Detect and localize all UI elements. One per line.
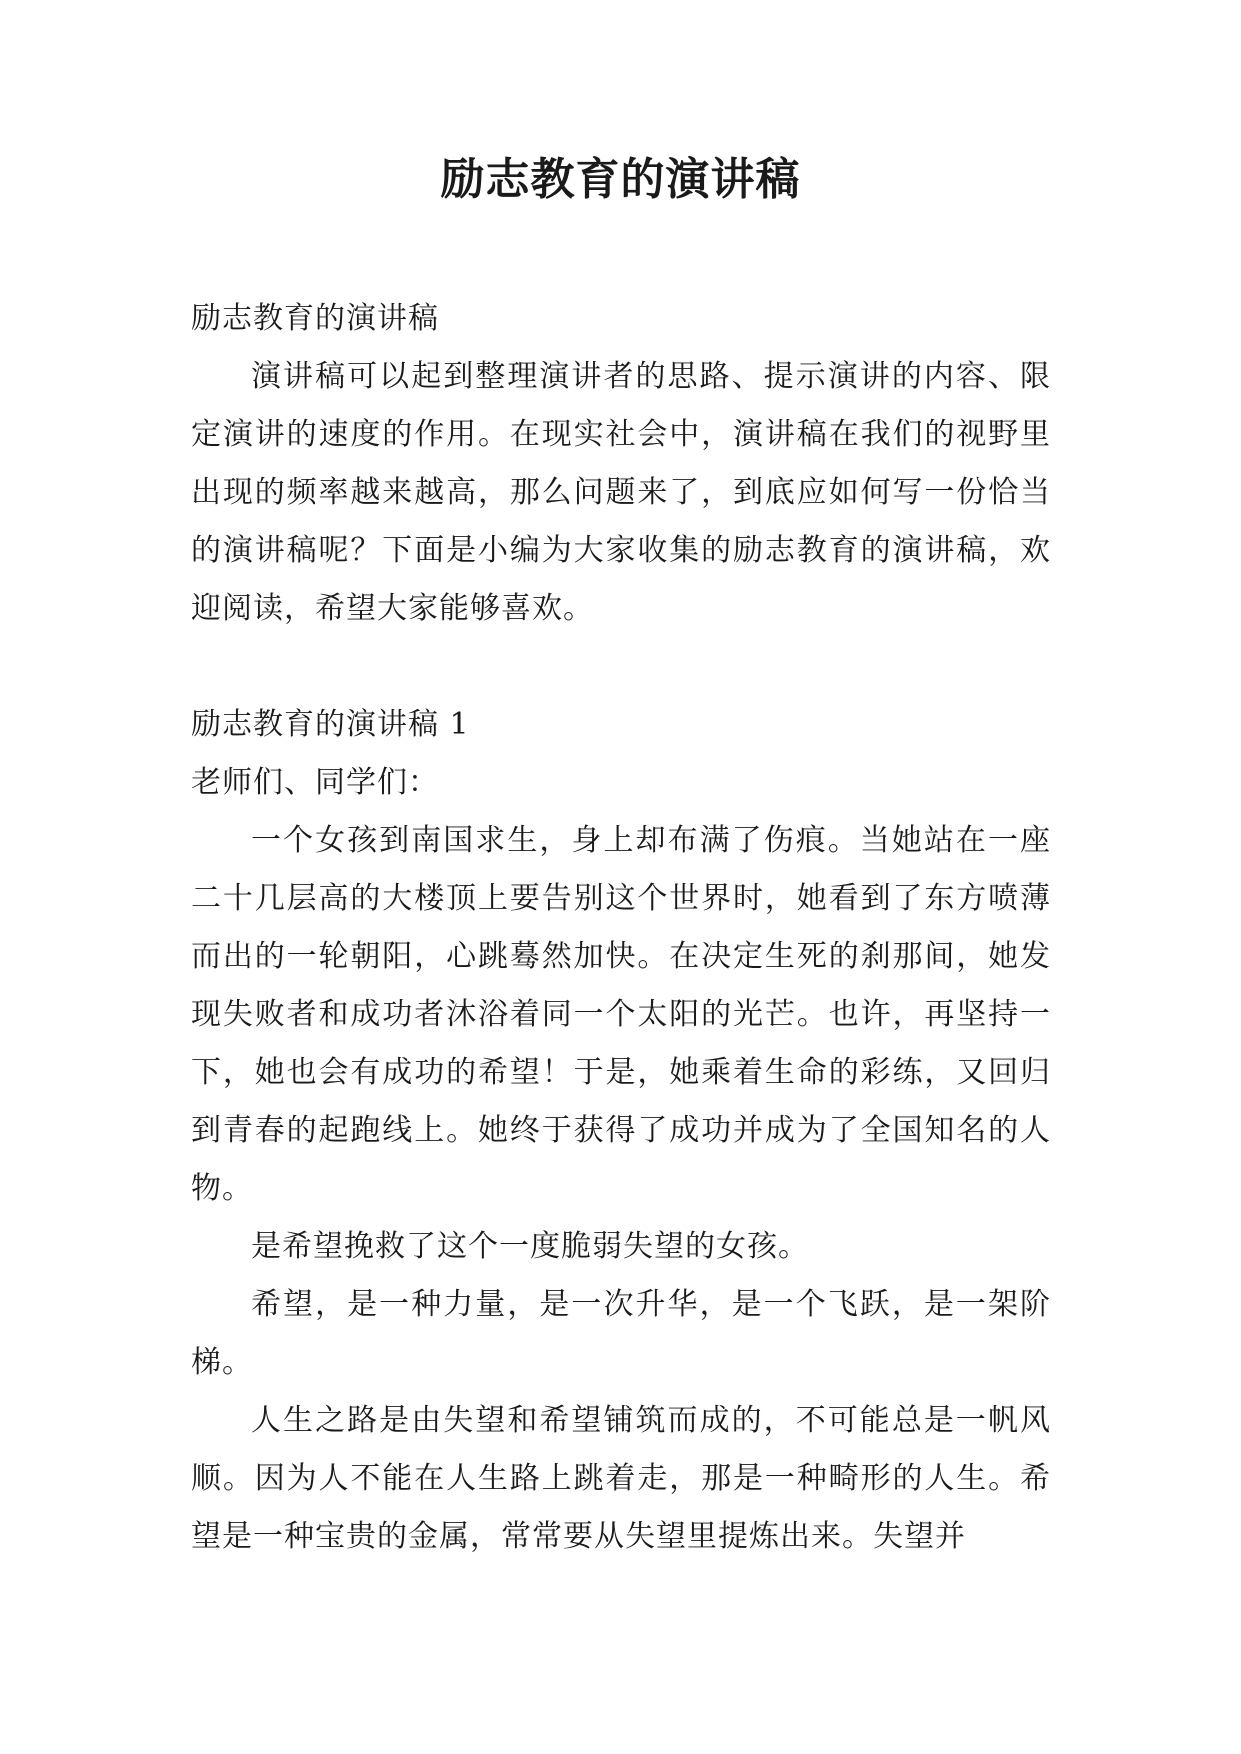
body-paragraph: 人生之路是由失望和希望铺筑而成的，不可能总是一帆风顺。因为人不能在人生路上跳着走，那是一种畸形的人生。希望是一种宝贵的金属，常常要从失望里提炼出来。失望并: [191, 1403, 1051, 1554]
body-paragraph: 是希望挽救了这个一度脆弱失望的女孩。: [251, 1229, 809, 1264]
document-title: 励志教育的演讲稿: [440, 154, 801, 205]
intro-paragraph: 演讲稿可以起到整理演讲者的思路、提示演讲的内容、限定演讲的速度的作用。在现实社会中，演讲稿在我们的视野里出现的频率越来越高，那么问题来了，到底应如何写一份恰当的演讲稿呢？下面是小编为大家收集的励志教育的演讲稿，欢迎阅读，希望大家能够喜欢。: [191, 359, 1051, 626]
salutation: 老师们、同学们：: [191, 765, 439, 800]
body-paragraph: 希望，是一种力量，是一次升华，是一个飞跃，是一架阶梯。: [191, 1287, 1051, 1380]
body-paragraph: 一个女孩到南国求生，身上却布满了伤痕。当她站在一座二十几层高的大楼顶上要告别这个世界时，她看到了东方喷薄而出的一轮朝阳，心跳蓦然加快。在决定生死的刹那间，她发现失败者和成功者沐浴着同一个太阳的光芒。也许，再坚持一下，她也会有成功的希望！于是，她乘着生命的彩练，又回归到青春的起跑线上。她终于获得了成功并成为了全国知名的人物。: [191, 823, 1051, 1206]
section-heading: 励志教育的演讲稿 1: [191, 707, 470, 742]
document-subtitle: 励志教育的演讲稿: [191, 301, 439, 336]
paragraph-gap: [191, 638, 1051, 696]
document-body: [191, 290, 1051, 1566]
